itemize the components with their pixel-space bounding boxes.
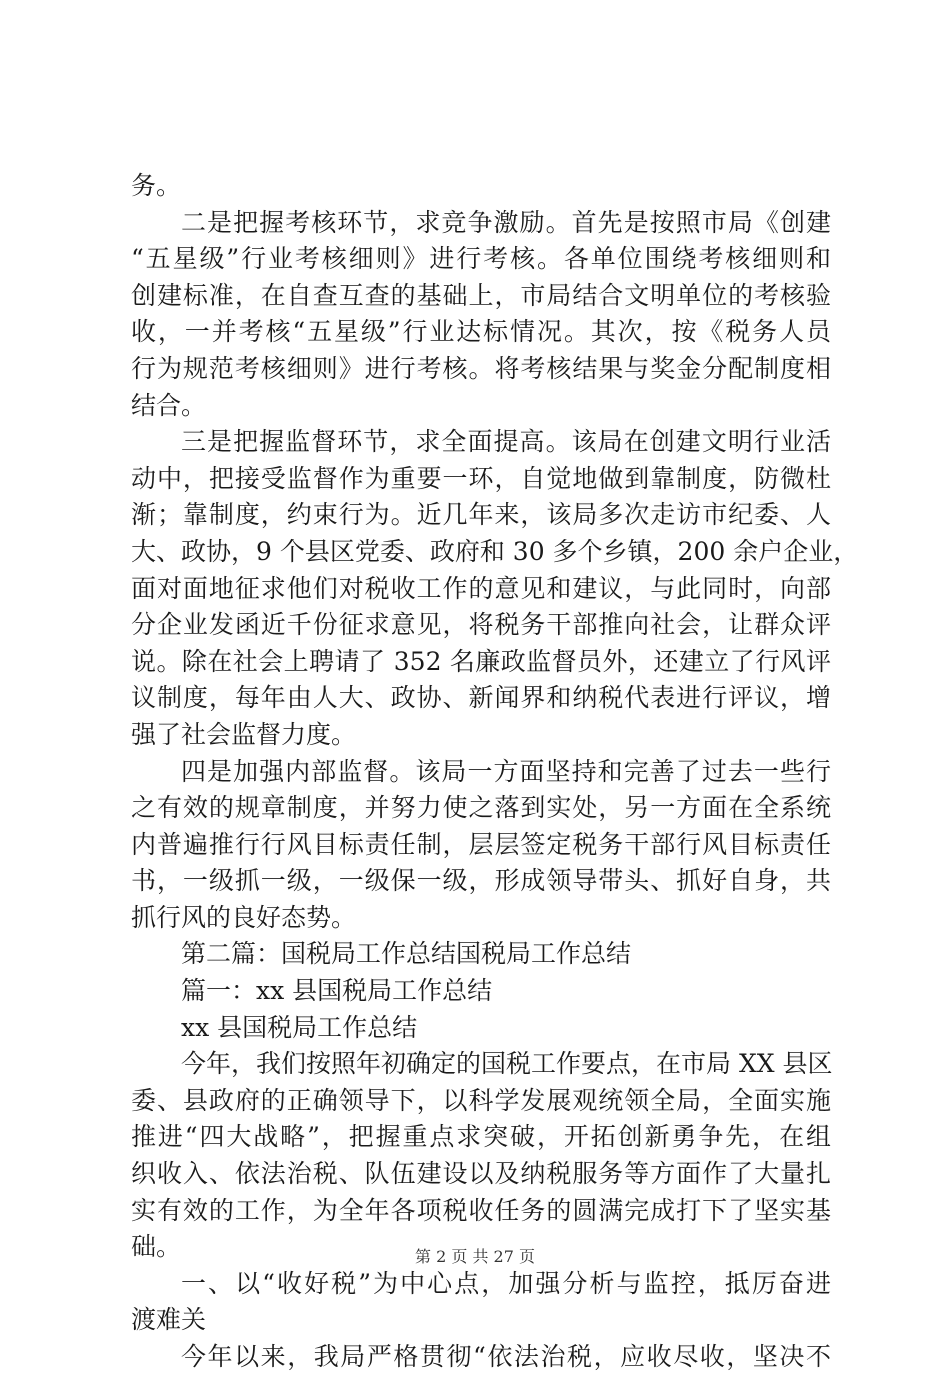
text-line: 织收入、依法治税、队伍建设以及纳税服务等方面作了大量扎: [131, 1159, 831, 1189]
text-line: 委、县政府的正确领导下，以科学发展观统领全局，全面实施: [131, 1085, 831, 1115]
text-line: 分企业发函近千份征求意见，将税务干部推向社会，让群众评: [131, 610, 831, 640]
text-line: 行为规范考核细则》进行考核。将考核结果与奖金分配制度相: [131, 353, 831, 383]
text-line: 抓行风的良好态势。: [131, 902, 357, 932]
text-line: 内普遍推行行风目标责任制，层层签定税务干部行风目标责任: [131, 829, 831, 859]
text-line: 二是把握考核环节，求竞争激励。首先是按照市局《创建: [181, 207, 831, 237]
text-line: 四是加强内部监督。该局一方面坚持和完善了过去一些行: [181, 756, 831, 786]
text-line: 创建标准，在自查互查的基础上，市局结合文明单位的考核验: [131, 280, 831, 310]
text-line: 强了社会监督力度。: [131, 719, 357, 749]
text-line: “五星级”行业考核细则》进行考核。各单位围绕考核细则和: [131, 244, 831, 274]
text-line: 大、政协，9 个县区党委、政府和 30 多个乡镇，200 余户企业，: [131, 536, 859, 566]
text-line: 说。除在社会上聘请了 352 名廉政监督员外，还建立了行风评: [131, 646, 831, 676]
text-line: 推进“四大战略”，把握重点求突破，开拓创新勇争先，在组: [131, 1122, 831, 1152]
text-line: 渡难关: [131, 1305, 207, 1335]
text-line: 篇一：xx 县国税局工作总结: [181, 976, 493, 1006]
text-line: 一、以“收好税”为中心点，加强分析与监控，抵厉奋进: [181, 1268, 831, 1298]
text-line: 面对面地征求他们对税收工作的意见和建议，与此同时，向部: [131, 573, 831, 603]
text-line: 务。: [131, 171, 182, 200]
text-line: xx 县国税局工作总结: [181, 1012, 418, 1042]
text-line: 结合。: [131, 390, 207, 420]
text-line: 议制度，每年由人大、政协、新闻界和纳税代表进行评议，增: [131, 683, 831, 713]
document-body: [131, 168, 859, 1376]
text-line: 渐；靠制度，约束行为。近几年来，该局多次走访市纪委、人: [131, 500, 831, 530]
text-line: 实有效的工作，为全年各项税收任务的圆满完成打下了坚实基: [131, 1195, 831, 1225]
text-line: 础。: [131, 1232, 182, 1262]
text-line: 书，一级抓一级，一级保一级，形成领导带头、抓好自身，共: [131, 866, 831, 896]
text-line: 之有效的规章制度，并努力使之落到实处，另一方面在全系统: [131, 793, 831, 823]
text-line: 收，一并考核“五星级”行业达标情况。其次，按《税务人员: [131, 317, 831, 347]
text-line: 今年以来，我局严格贯彻“依法治税，应收尽收，坚决不: [181, 1342, 831, 1371]
text-line: 动中，把接受监督作为重要一环，自觉地做到靠制度，防微杜: [131, 463, 831, 493]
text-line: 第二篇：国税局工作总结国税局工作总结: [181, 939, 632, 969]
text-line: 今年，我们按照年初确定的国税工作要点，在市局 XX 县区: [181, 1049, 833, 1079]
text-line: 三是把握监督环节，求全面提高。该局在创建文明行业活: [181, 427, 831, 457]
page-footer: 第 2 页 共 27 页: [415, 1247, 535, 1266]
